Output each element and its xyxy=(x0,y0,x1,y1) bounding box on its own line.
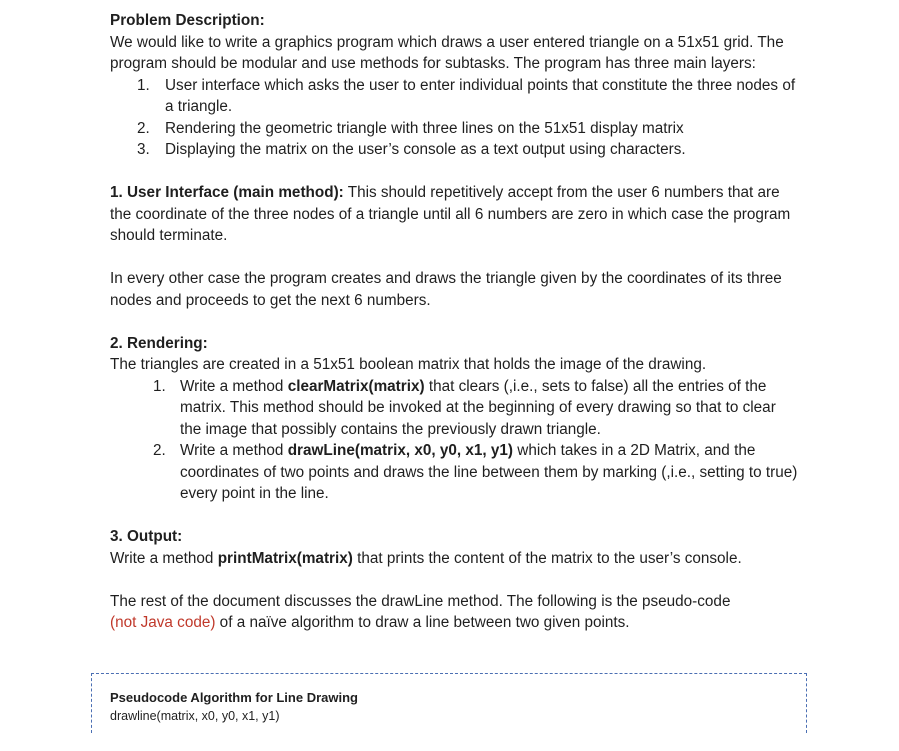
output-text-pre: Write a method xyxy=(110,549,218,567)
list-item xyxy=(110,139,800,161)
method-name: printMatrix(matrix) xyxy=(217,549,353,567)
list-text-pre: Write a method xyxy=(180,377,288,395)
pseudocode-box xyxy=(91,673,807,733)
output-paragraph xyxy=(110,548,800,570)
closing-text: The rest of the document discusses the drawLine method. The following is the pseudo-code xyxy=(110,592,731,610)
rendering-intro: The triangles are created in a 51x51 boolean matrix that holds the image of the drawing. xyxy=(110,356,707,373)
output-text-post: that prints the content of the matrix to the user’s console. xyxy=(352,549,742,567)
pseudocode-signature: drawline(matrix, x0, y0, x1, y1) xyxy=(110,709,280,723)
problem-intro: We would like to write a graphics program which draws a user entered triangle on a 51x51 grid. The program should be modular and use methods for subtasks. The program has three main layers: xyxy=(110,33,784,72)
output-heading: 3. Output: xyxy=(110,528,183,545)
list-number: 3. xyxy=(137,141,150,158)
method-name: drawLine(matrix, x0, y0, x1, y1) xyxy=(287,442,514,459)
list-item xyxy=(110,376,800,441)
list-number: 1. xyxy=(137,76,150,94)
problem-heading: Problem Description: xyxy=(110,12,265,29)
list-text: Rendering the geometric triangle with three lines on the 51x51 display matrix xyxy=(165,119,684,137)
list-text-post: that clears (,i.e., sets to false) all the entries of the matrix. This method should be invoked at the beginning of every drawing so that to clear the image that possibly contains the previously drawn triangle. xyxy=(180,377,776,438)
rendering-heading: 2. Rendering: xyxy=(110,334,208,352)
user-interface-heading: 1. User Interface (main method): xyxy=(110,184,344,201)
closing-text-2: of a naïve algorithm to draw a line between two given points. xyxy=(215,614,630,631)
list-text-post: which takes in a 2D Matrix, and the coordinates of two points and draws the line between them by marking (,i.e., setting to true) every point in the line. xyxy=(180,442,798,502)
not-java-note: (not Java code) xyxy=(110,614,216,631)
pseudocode-title: Pseudocode Algorithm for Line Drawing xyxy=(110,690,358,705)
list-item xyxy=(110,440,800,505)
list-number: 2. xyxy=(153,442,166,459)
user-interface-text: This should repetitively accept from the user 6 numbers that are the coordinate of the three nodes of a triangle until all 6 numbers are zero in which case the program should terminate. xyxy=(110,184,791,244)
rendering-list xyxy=(110,376,800,505)
list-item xyxy=(110,118,800,140)
layers-list xyxy=(110,75,800,161)
method-name: clearMatrix(matrix) xyxy=(287,377,425,395)
closing-paragraph xyxy=(110,591,800,634)
list-item xyxy=(110,75,800,118)
document-body xyxy=(110,10,800,634)
list-text: User interface which asks the user to enter individual points that constitute the three nodes of a triangle. xyxy=(165,76,796,115)
list-number: 1. xyxy=(153,377,166,395)
user-interface-paragraph xyxy=(110,182,800,247)
user-interface-paragraph-2: In every other case the program creates and draws the triangle given by the coordinates of its three nodes and proceeds to get the next 6 numbers. xyxy=(110,270,782,309)
pseudocode-content xyxy=(110,688,800,725)
list-text-pre: Write a method xyxy=(180,442,288,459)
list-text: Displaying the matrix on the user’s console as a text output using characters. xyxy=(165,141,686,158)
list-number: 2. xyxy=(137,119,150,137)
